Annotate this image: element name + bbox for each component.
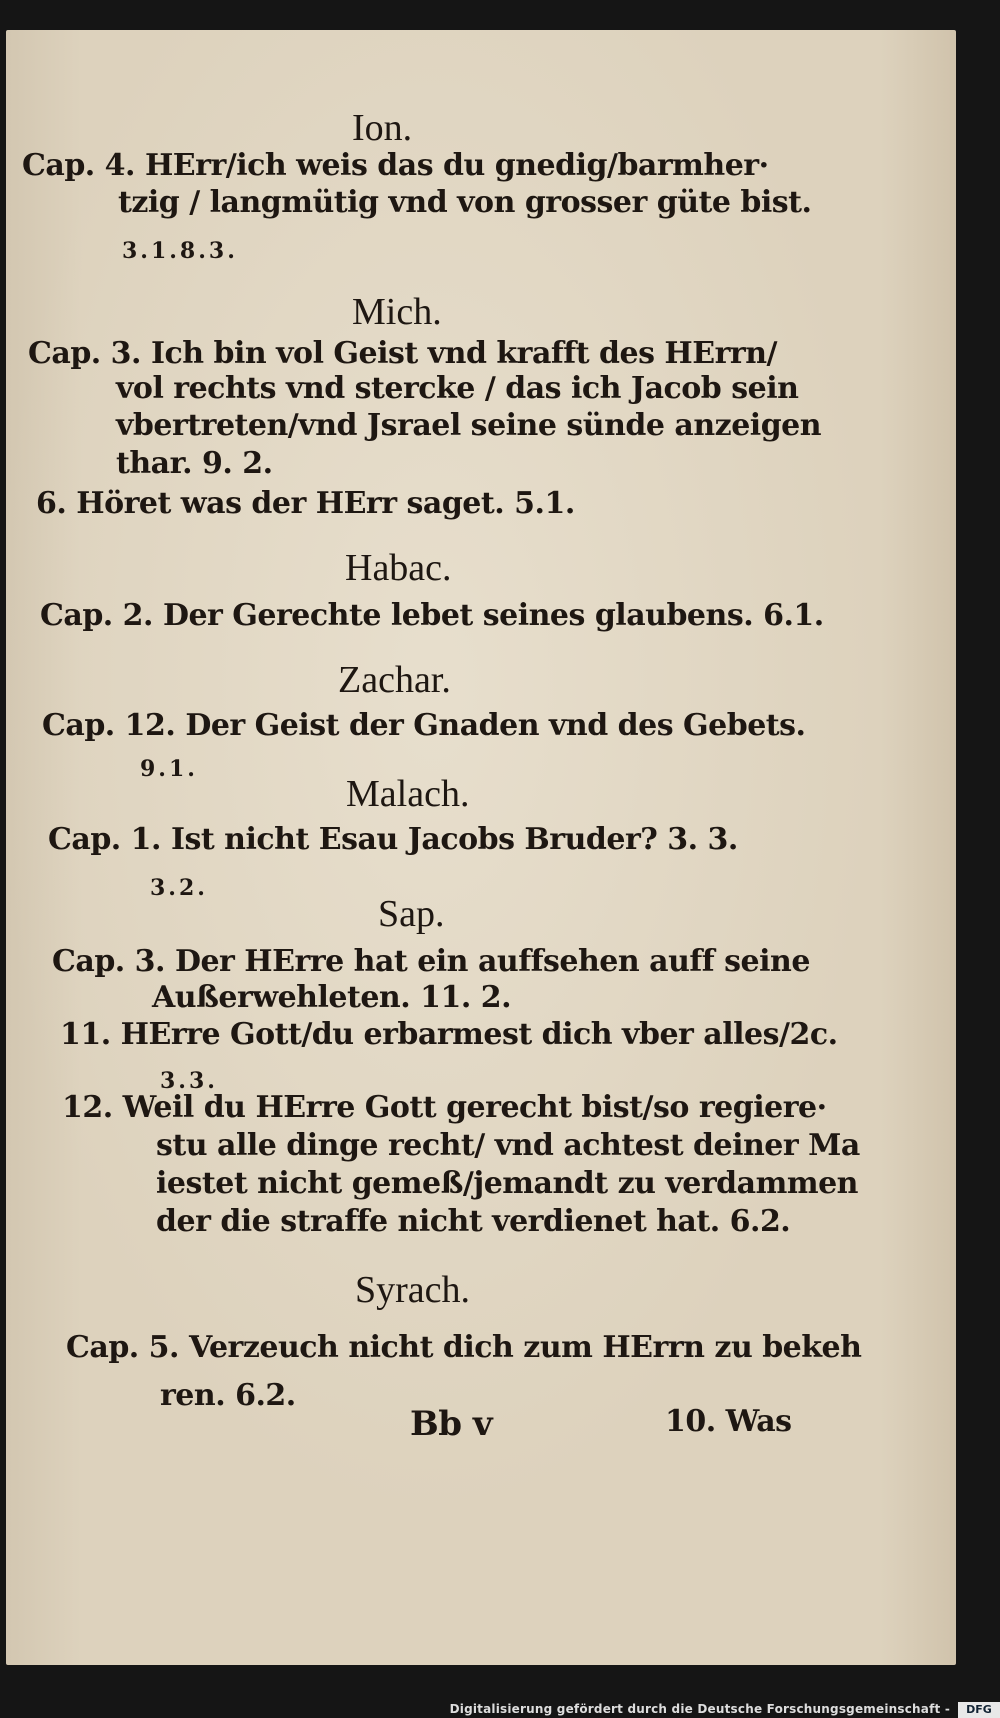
dfg-logo: DFG bbox=[958, 1702, 1000, 1718]
section-heading-sap: Sap. bbox=[378, 893, 445, 935]
text-line: Cap. 1. Ist nicht Esau Jacobs Bruder? 3. 3. bbox=[48, 822, 738, 857]
text-line: 3.3. bbox=[160, 1068, 218, 1094]
text-line: 3.2. bbox=[150, 875, 208, 901]
section-heading-habac: Habac. bbox=[345, 547, 452, 589]
section-heading-zachar: Zachar. bbox=[338, 659, 451, 701]
text-line: Außerwehleten. 11. 2. bbox=[152, 980, 512, 1015]
text-line: vbertreten/vnd Jsrael seine sünde anzeigen bbox=[116, 408, 822, 443]
section-heading-mich: Mich. bbox=[352, 291, 442, 333]
section-heading-syrach: Syrach. bbox=[355, 1269, 471, 1311]
catchword: 10. Was bbox=[665, 1404, 792, 1439]
text-line: 11. HErre Gott/du erbarmest dich vber alles/2c. bbox=[60, 1017, 838, 1052]
text-line: tzig / langmütig vnd von grosser güte bist. bbox=[118, 185, 812, 220]
text-line: Cap. 3. Der HErre hat ein auffsehen auff seine bbox=[52, 944, 810, 979]
text-line: Cap. 5. Verzeuch nicht dich zum HErrn zu bekeh bbox=[66, 1330, 862, 1365]
digitization-credit: Digitalisierung gefördert durch die Deutsche Forschungsgemeinschaft - bbox=[449, 1702, 950, 1716]
section-heading-malach: Malach. bbox=[346, 773, 470, 815]
text-line: Cap. 3. Ich bin vol Geist vnd krafft des HErrn/ bbox=[28, 336, 777, 371]
section-heading-ion: Ion. bbox=[352, 107, 413, 149]
signature-mark: Bb v bbox=[410, 1404, 493, 1444]
text-line: 6. Höret was der HErr saget. 5.1. bbox=[36, 486, 575, 521]
text-line: 9.1. bbox=[140, 756, 198, 782]
text-line: 12. Weil du HErre Gott gerecht bist/so regiere· bbox=[62, 1090, 827, 1125]
text-line: Cap. 12. Der Geist der Gnaden vnd des Gebets. bbox=[42, 708, 806, 743]
text-line: 3.1.8.3. bbox=[122, 238, 238, 264]
text-line: thar. 9. 2. bbox=[116, 446, 273, 481]
text-line: Cap. 2. Der Gerechte lebet seines glaubens. 6.1. bbox=[40, 598, 824, 633]
text-line: stu alle dinge recht/ vnd achtest deiner Ma bbox=[156, 1128, 860, 1163]
text-line: vol rechts vnd stercke / das ich Jacob sein bbox=[116, 371, 799, 406]
text-line: Cap. 4. HErr/ich weis das du gnedig/barmher· bbox=[22, 148, 769, 183]
text-line: iestet nicht gemeß/jemandt zu verdammen bbox=[156, 1166, 858, 1201]
text-line: der die straffe nicht verdienet hat. 6.2. bbox=[156, 1204, 791, 1239]
text-line: ren. 6.2. bbox=[160, 1378, 296, 1413]
